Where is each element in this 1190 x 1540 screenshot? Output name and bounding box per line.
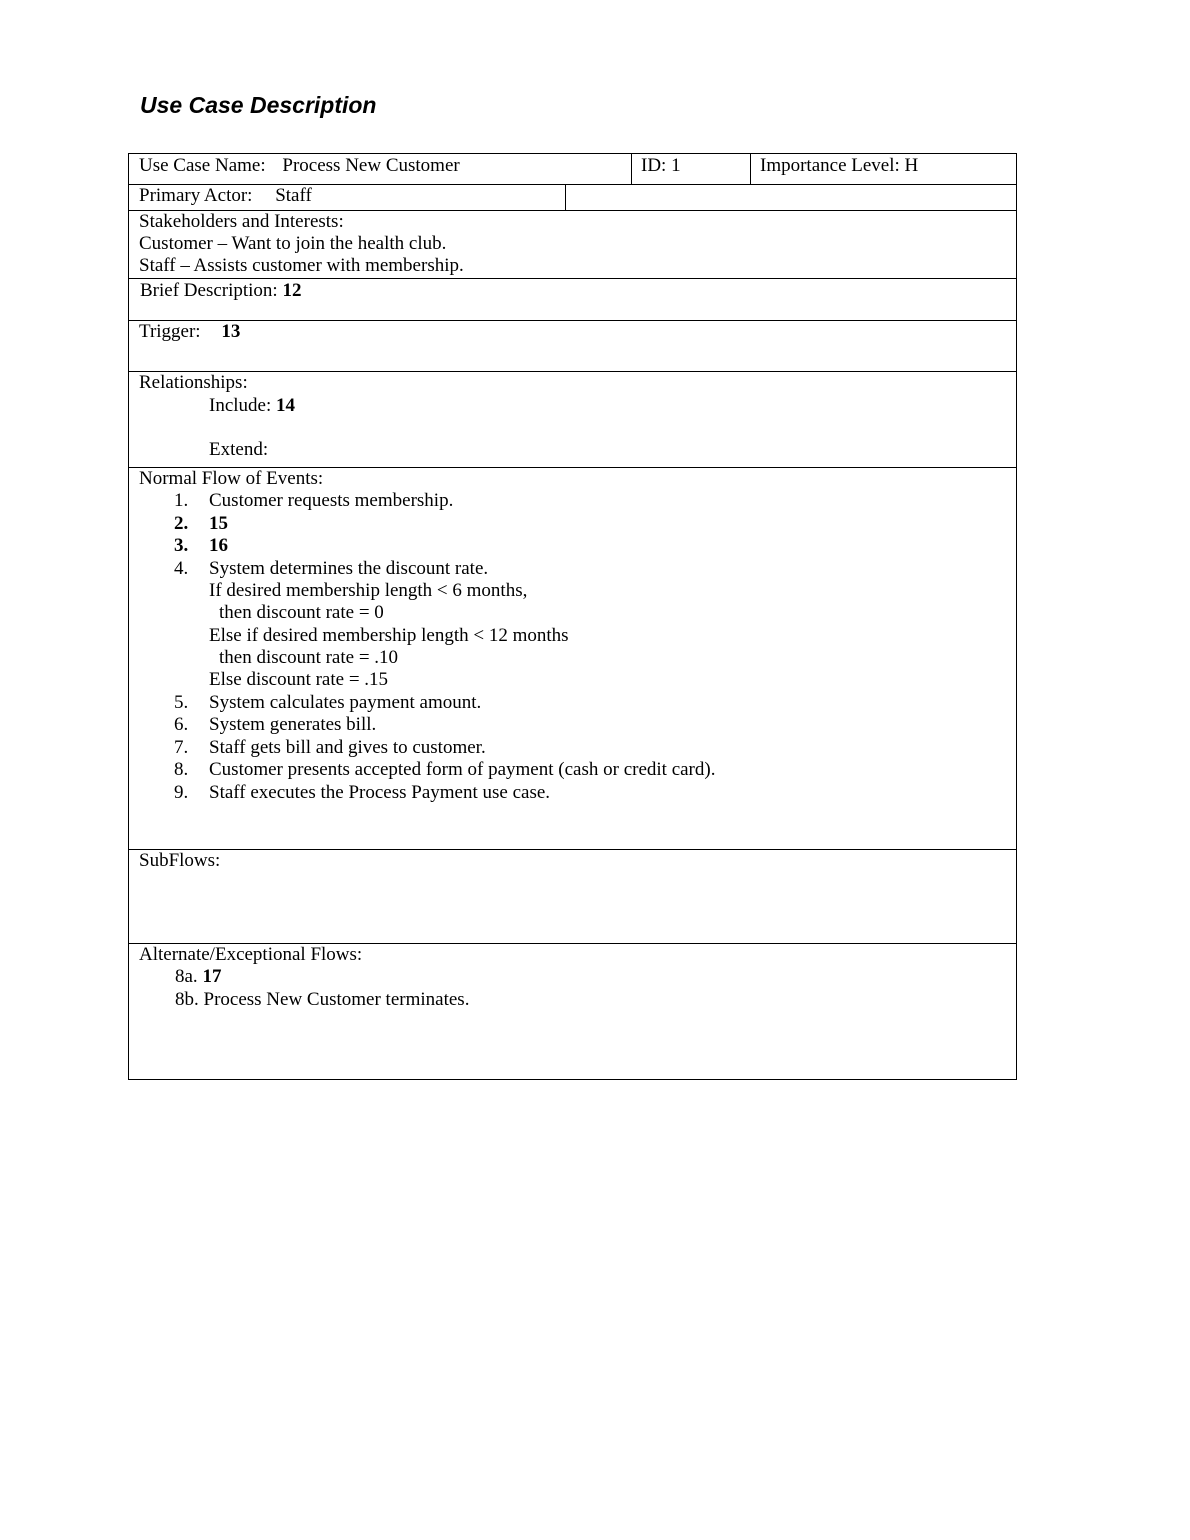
alternate-item-label: 8a. <box>175 966 198 987</box>
alternate-flows-row <box>128 944 1017 1080</box>
include-value: 14 <box>276 395 296 416</box>
stakeholders-row <box>128 211 1017 279</box>
primary-actor-empty-cell <box>565 185 1016 210</box>
step-text: Staff executes the Process Payment use case. <box>209 782 551 803</box>
discount-rule-line: then discount rate = .10 <box>219 647 399 668</box>
step-number: 2. <box>174 513 189 534</box>
step-number: 4. <box>174 558 189 579</box>
discount-rule-line: then discount rate = 0 <box>219 602 384 623</box>
step-text: Staff gets bill and gives to customer. <box>209 737 486 758</box>
document-title: Use Case Description <box>140 92 377 118</box>
id-text: ID: 1 <box>641 155 681 176</box>
alternate-flows-heading: Alternate/Exceptional Flows: <box>139 944 363 965</box>
step-number: 6. <box>174 714 189 735</box>
step-text: System determines the discount rate. <box>209 558 489 579</box>
importance-cell <box>750 154 1016 184</box>
trigger-row <box>128 321 1017 372</box>
normal-flow-row <box>128 468 1017 850</box>
step-number: 5. <box>174 692 189 713</box>
step-number: 9. <box>174 782 189 803</box>
id-cell <box>631 154 750 184</box>
step-text: 15 <box>209 513 228 534</box>
subflows-row <box>128 850 1017 944</box>
step-number: 3. <box>174 535 189 556</box>
primary-actor-cell <box>129 185 565 210</box>
discount-rule-line: If desired membership length < 6 months, <box>209 580 528 601</box>
step-text: System generates bill. <box>209 714 377 735</box>
use-case-header-row <box>128 153 1017 185</box>
discount-rule-line: Else discount rate = .15 <box>209 669 389 690</box>
alternate-item: 8b. Process New Customer terminates. <box>175 989 470 1010</box>
step-number: 7. <box>174 737 189 758</box>
alternate-item-value: 17 <box>202 966 222 987</box>
step-text: System calculates payment amount. <box>209 692 482 713</box>
trigger-label: Trigger: <box>139 321 201 342</box>
trigger-value: 13 <box>221 321 241 342</box>
brief-description-value: 12 <box>282 280 302 301</box>
step-text: Customer requests membership. <box>209 490 454 511</box>
brief-description-row <box>128 279 1017 321</box>
normal-flow-heading: Normal Flow of Events: <box>139 468 324 489</box>
stakeholder-line: Staff – Assists customer with membership. <box>139 255 464 276</box>
discount-rule-line: Else if desired membership length < 12 months <box>209 625 569 646</box>
relationships-heading: Relationships: <box>139 372 248 393</box>
step-number: 8. <box>174 759 189 780</box>
subflows-heading: SubFlows: <box>139 850 221 871</box>
importance-text: Importance Level: H <box>760 155 919 176</box>
relationships-row <box>128 372 1017 468</box>
step-text: 16 <box>209 535 228 556</box>
primary-actor-label: Primary Actor: <box>139 185 253 206</box>
primary-actor-row <box>128 185 1017 211</box>
use-case-name-cell <box>129 154 631 184</box>
primary-actor-value: Staff <box>275 185 312 206</box>
use-case-name-label: Use Case Name: <box>139 155 266 176</box>
brief-description-label: Brief Description: <box>140 280 278 301</box>
step-text: Customer presents accepted form of payment (cash or credit card). <box>209 759 716 780</box>
extend-label: Extend: <box>209 439 269 460</box>
step-number: 1. <box>174 490 189 511</box>
stakeholders-heading: Stakeholders and Interests: <box>139 211 344 232</box>
stakeholder-line: Customer – Want to join the health club. <box>139 233 447 254</box>
include-label: Include: <box>209 395 272 416</box>
use-case-name-value: Process New Customer <box>282 155 460 176</box>
